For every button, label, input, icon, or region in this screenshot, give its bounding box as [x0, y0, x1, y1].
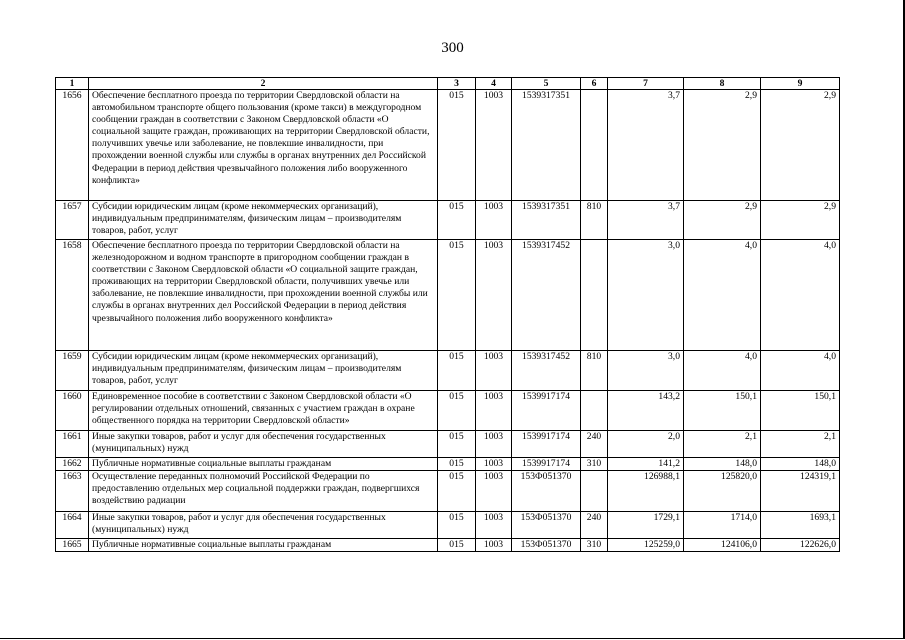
table-row	[56, 391, 840, 431]
cell-ministry: 015	[438, 431, 476, 458]
cell-target-code: 1539917174	[512, 391, 581, 431]
row-description: Публичные нормативные социальные выплаты гражданам	[89, 539, 438, 552]
cell-target-code: 1539317351	[512, 201, 581, 240]
cell-expense-type: 810	[581, 201, 608, 240]
row-description: Осуществление переданных полномочий Российской Федерации по предоставлению отдельных мер социальной поддержки граждан, подвергшихся воздействию радиации	[89, 471, 438, 512]
cell-ministry: 015	[438, 351, 476, 391]
table-row	[56, 539, 840, 552]
cell-ministry: 015	[438, 458, 476, 471]
cell-amount-col8: 125820,0	[684, 471, 761, 512]
cell-amount-col7: 125259,0	[608, 539, 684, 552]
row-number: 1661	[56, 431, 89, 458]
cell-amount-col8: 148,0	[684, 458, 761, 471]
cell-expense-type	[581, 391, 608, 431]
column-header: 8	[684, 78, 761, 90]
cell-section: 1003	[476, 391, 512, 431]
table-header-row	[56, 78, 840, 90]
cell-amount-col7: 2,0	[608, 431, 684, 458]
cell-amount-col7: 3,0	[608, 351, 684, 391]
cell-expense-type: 810	[581, 351, 608, 391]
cell-target-code: 153Ф051370	[512, 539, 581, 552]
cell-amount-col9: 4,0	[761, 240, 840, 351]
cell-amount-col8: 4,0	[684, 240, 761, 351]
cell-amount-col9: 2,1	[761, 431, 840, 458]
cell-amount-col8: 2,9	[684, 201, 761, 240]
cell-ministry: 015	[438, 240, 476, 351]
cell-ministry: 015	[438, 391, 476, 431]
cell-ministry: 015	[438, 512, 476, 539]
table-row	[56, 512, 840, 539]
cell-section: 1003	[476, 90, 512, 201]
cell-ministry: 015	[438, 471, 476, 512]
table-row	[56, 431, 840, 458]
table-row	[56, 90, 840, 201]
table-row	[56, 351, 840, 391]
cell-section: 1003	[476, 240, 512, 351]
row-number: 1657	[56, 201, 89, 240]
page-number: 300	[441, 40, 464, 56]
row-description: Субсидии юридическим лицам (кроме некоммерческих организаций), индивидуальным предпринимателям, физическим лицам – производителям товаров, работ, услуг	[89, 351, 438, 391]
cell-section: 1003	[476, 539, 512, 552]
cell-target-code: 153Ф051370	[512, 471, 581, 512]
table-row	[56, 471, 840, 512]
row-number: 1664	[56, 512, 89, 539]
cell-amount-col7: 126988,1	[608, 471, 684, 512]
row-number: 1658	[56, 240, 89, 351]
row-description: Обеспечение бесплатного проезда по территории Свердловской области на железнодорожном и водном транспорте в пригородном сообщении граждан в соответствии с Законом Свердловской области «О социальной защите граждан, проживающих на территории Свердловской области, получивших увечье или заболевание, не повлекшие инвалидности, при прохождении военной службы или службы в органах внутренних дел Российской Федерации в период действия чрезвычайного положения либо вооруженного конфликта»	[89, 240, 438, 351]
table-row	[56, 458, 840, 471]
cell-amount-col8: 124106,0	[684, 539, 761, 552]
row-description: Единовременное пособие в соответствии с Законом Свердловской области «О регулировании отдельных отношений, связанных с участием граждан в охране общественного порядка на территории Свердловской области»	[89, 391, 438, 431]
column-header: 4	[476, 78, 512, 90]
cell-amount-col8: 2,9	[684, 90, 761, 201]
cell-amount-col8: 2,1	[684, 431, 761, 458]
cell-amount-col9: 1693,1	[761, 512, 840, 539]
cell-section: 1003	[476, 458, 512, 471]
cell-amount-col8: 150,1	[684, 391, 761, 431]
column-header: 2	[89, 78, 438, 90]
table-row	[56, 201, 840, 240]
cell-target-code: 1539317351	[512, 90, 581, 201]
cell-section: 1003	[476, 431, 512, 458]
cell-amount-col7: 1729,1	[608, 512, 684, 539]
cell-amount-col7: 3,0	[608, 240, 684, 351]
budget-table	[55, 77, 840, 552]
row-description: Иные закупки товаров, работ и услуг для обеспечения государственных (муниципальных) нужд	[89, 512, 438, 539]
cell-target-code: 1539917174	[512, 431, 581, 458]
row-description: Публичные нормативные социальные выплаты гражданам	[89, 458, 438, 471]
cell-ministry: 015	[438, 539, 476, 552]
row-number: 1663	[56, 471, 89, 512]
row-number: 1659	[56, 351, 89, 391]
row-description: Субсидии юридическим лицам (кроме некоммерческих организаций), индивидуальным предпринимателям, физическим лицам – производителям товаров, работ, услуг	[89, 201, 438, 240]
cell-section: 1003	[476, 512, 512, 539]
cell-section: 1003	[476, 351, 512, 391]
cell-amount-col8: 1714,0	[684, 512, 761, 539]
cell-expense-type	[581, 90, 608, 201]
cell-amount-col7: 143,2	[608, 391, 684, 431]
cell-ministry: 015	[438, 201, 476, 240]
cell-amount-col9: 148,0	[761, 458, 840, 471]
row-description: Обеспечение бесплатного проезда по территории Свердловской области на автомобильном транспорте общего пользования (кроме такси) в междугородном сообщении граждан в соответствии с Законом Свердловской области «О социальной защите граждан, проживающих на территории Свердловской области, получивших увечье или заболевание, не повлекшие инвалидности, при прохождении военной службы или службы в органах внутренних дел Российской Федерации в период действия чрезвычайного положения либо вооруженного конфликта»	[89, 90, 438, 201]
cell-section: 1003	[476, 201, 512, 240]
column-header: 3	[438, 78, 476, 90]
cell-amount-col7: 3,7	[608, 201, 684, 240]
cell-target-code: 1539317452	[512, 240, 581, 351]
cell-expense-type: 310	[581, 458, 608, 471]
cell-section: 1003	[476, 471, 512, 512]
row-number: 1665	[56, 539, 89, 552]
cell-amount-col8: 4,0	[684, 351, 761, 391]
cell-expense-type	[581, 471, 608, 512]
row-description: Иные закупки товаров, работ и услуг для обеспечения государственных (муниципальных) нужд	[89, 431, 438, 458]
row-number: 1660	[56, 391, 89, 431]
column-header: 5	[512, 78, 581, 90]
cell-expense-type: 310	[581, 539, 608, 552]
column-header: 6	[581, 78, 608, 90]
cell-target-code: 153Ф051370	[512, 512, 581, 539]
cell-amount-col9: 4,0	[761, 351, 840, 391]
cell-amount-col7: 141,2	[608, 458, 684, 471]
cell-amount-col7: 3,7	[608, 90, 684, 201]
cell-target-code: 1539317452	[512, 351, 581, 391]
cell-amount-col9: 2,9	[761, 90, 840, 201]
cell-target-code: 1539917174	[512, 458, 581, 471]
cell-ministry: 015	[438, 90, 476, 201]
cell-amount-col9: 150,1	[761, 391, 840, 431]
column-header: 1	[56, 78, 89, 90]
cell-expense-type: 240	[581, 431, 608, 458]
row-number: 1656	[56, 90, 89, 201]
cell-amount-col9: 2,9	[761, 201, 840, 240]
column-header: 9	[761, 78, 840, 90]
row-number: 1662	[56, 458, 89, 471]
cell-expense-type: 240	[581, 512, 608, 539]
column-header: 7	[608, 78, 684, 90]
cell-amount-col9: 122626,0	[761, 539, 840, 552]
table-row	[56, 240, 840, 351]
cell-amount-col9: 124319,1	[761, 471, 840, 512]
cell-expense-type	[581, 240, 608, 351]
